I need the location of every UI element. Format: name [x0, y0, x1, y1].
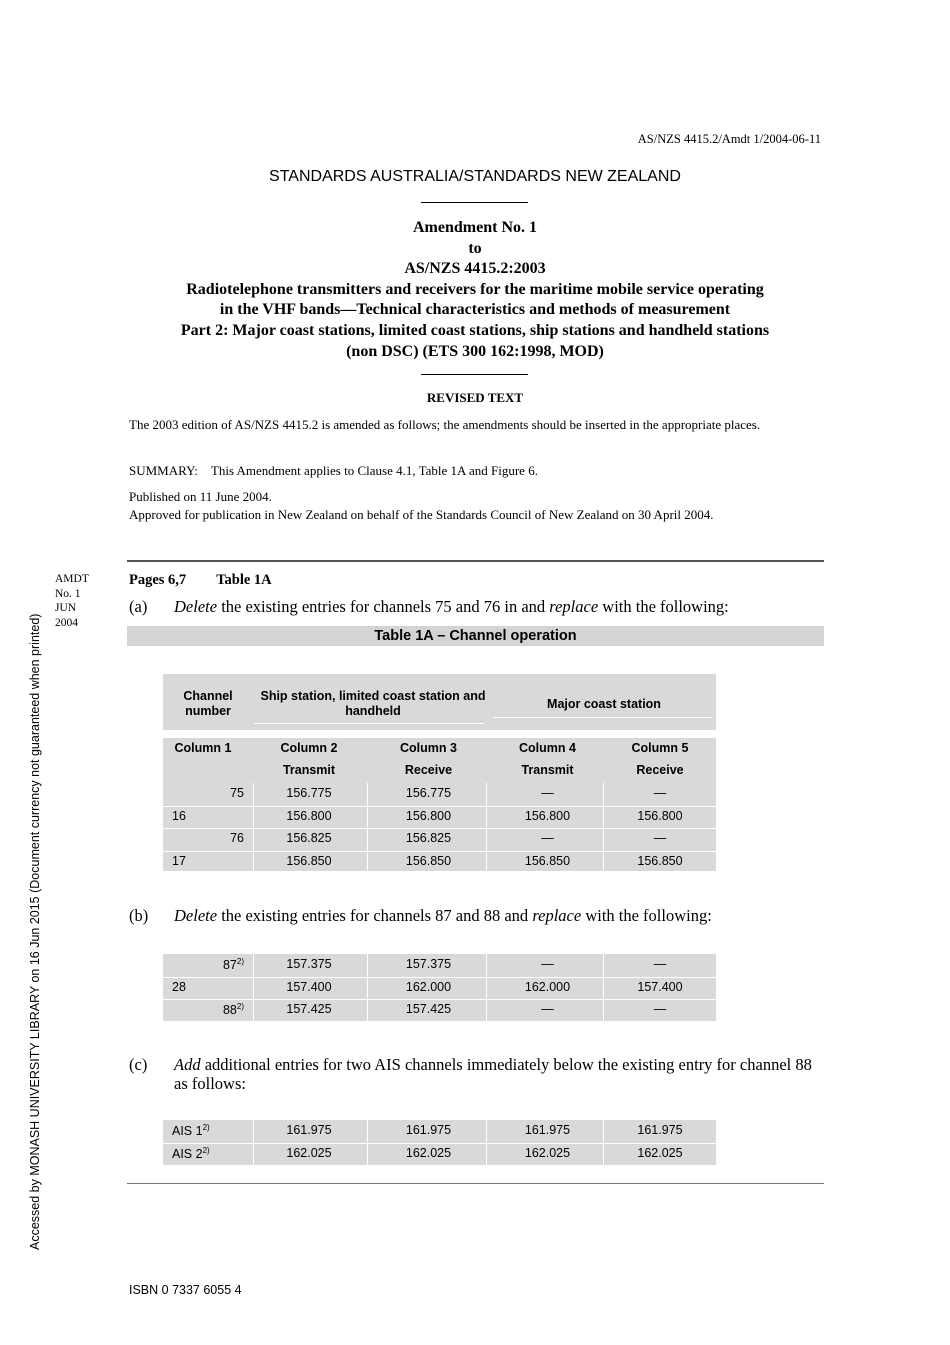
instruction-verb: Delete: [174, 906, 218, 925]
title-line: Part 2: Major coast stations, limited coast stations, ship stations and handheld stations: [180, 321, 770, 339]
published-date: Published on 11 June 2004.: [129, 489, 272, 504]
frequency-cell: 156.825: [286, 831, 332, 846]
frequency-cell: —: [653, 1002, 667, 1016]
frequency-cell: 156.800: [637, 808, 683, 823]
pages-label: Pages 6,7: [129, 572, 187, 588]
frequency-cell: 156.800: [524, 808, 571, 823]
summary-paragraph: SUMMARY: This Amendment applies to Clause 4.1, Table 1A and Figure 6.: [129, 463, 538, 478]
frequency-cell: —: [653, 786, 667, 800]
frequency-cell: 162.025: [405, 1145, 452, 1160]
table-label: Table 1A: [216, 572, 272, 588]
header-channel-number: Channel number: [183, 689, 233, 718]
frequency-cell: 162.025: [637, 1145, 683, 1160]
frequency-cell: —: [541, 786, 554, 800]
frequency-cell: —: [541, 957, 554, 971]
isbn: ISBN 0 7337 6055 4: [129, 1283, 242, 1297]
channel-number: 75: [230, 786, 244, 800]
revised-text-heading: REVISED TEXT: [426, 390, 524, 405]
row-divider: [163, 806, 716, 807]
channel-number: 76: [230, 831, 244, 846]
frequency-cell: 156.825: [405, 831, 452, 846]
column-divider: [367, 1120, 368, 1167]
footnote-marker: 2): [202, 1123, 210, 1132]
footnote-marker: 2): [202, 1145, 210, 1155]
instruction-label: (b): [129, 906, 149, 925]
channel-cell: [172, 1123, 252, 1138]
instruction-text: additional entries for two AIS channels immediately below the existing entry for channel 88 as follows:: [174, 1055, 812, 1093]
channel-number: 87: [222, 958, 237, 973]
frequency-cell: 161.975: [286, 1123, 332, 1137]
frequency-cell: 157.425: [405, 1002, 452, 1016]
title-line: Radiotelephone transmitters and receivers for the maritime mobile service operating: [186, 280, 764, 298]
header-column-5: Column 5: [631, 741, 689, 755]
frequency-cell: —: [653, 831, 667, 846]
title-line: Amendment No. 1: [413, 219, 537, 236]
footnote-marker: 2): [236, 957, 244, 966]
instruction-verb: replace: [532, 906, 582, 925]
channel-cell: [172, 809, 252, 823]
frequency-cell: 162.000: [524, 979, 571, 994]
instruction-label: (a): [129, 597, 148, 616]
intro-paragraph: The 2003 edition of AS/NZS 4415.2 is amended as follows; the amendments should be inserted in the appropriate places.: [129, 417, 761, 432]
instruction-text: with the following:: [598, 597, 729, 616]
frequency-cell: 162.025: [286, 1145, 332, 1160]
frequency-cell: 157.375: [405, 957, 452, 971]
title-line: AS/NZS 4415.2:2003: [404, 260, 546, 278]
margin-line: AMDT: [55, 573, 89, 585]
organisation-heading: STANDARDS AUSTRALIA/STANDARDS NEW ZEALAND: [269, 168, 681, 185]
frequency-cell: 161.975: [637, 1123, 683, 1137]
approval-statement: Approved for publication in New Zealand on behalf of the Standards Council of New Zealand on 30 April 2004.: [129, 507, 714, 522]
instruction-text: the existing entries for channels 75 and 76 in and: [217, 597, 550, 616]
frequency-cell: 156.800: [286, 808, 332, 823]
column-divider: [367, 783, 368, 876]
instruction-text: the existing entries for channels 87 and 88 and: [217, 906, 533, 925]
pages-reference: [129, 572, 272, 589]
instruction-text: with the following:: [581, 906, 712, 925]
frequency-cell: 157.400: [286, 979, 332, 994]
amendment-title: [120, 218, 830, 362]
channel-number: AIS 2: [172, 1146, 203, 1161]
channel-number: AIS 1: [172, 1124, 203, 1139]
frequency-cell: 161.975: [405, 1123, 452, 1137]
footer-divider: [127, 1183, 824, 1184]
channel-table-a: [163, 674, 716, 871]
frequency-cell: 156.850: [405, 854, 452, 869]
section-divider: [127, 560, 824, 562]
margin-line: 2004: [55, 616, 78, 629]
channel-cell: [163, 1002, 244, 1017]
channel-cell: [163, 957, 244, 972]
divider: [421, 202, 528, 203]
row-divider: [163, 1143, 716, 1144]
channel-cell: [163, 786, 244, 800]
instruction-verb: Add: [174, 1055, 201, 1074]
header-receive: Receive: [404, 763, 453, 777]
frequency-cell: 157.425: [286, 1002, 332, 1016]
frequency-cell: 157.400: [637, 979, 683, 994]
frequency-cell: 162.025: [524, 1145, 571, 1160]
frequency-cell: 162.000: [405, 979, 452, 994]
channel-number: 88: [222, 1003, 237, 1018]
row-divider: [163, 999, 716, 1000]
row-divider: [163, 851, 716, 852]
frequency-cell: 161.975: [524, 1123, 571, 1137]
title-line: to: [468, 239, 482, 257]
header-column-4: Column 4: [519, 741, 576, 755]
document-reference: AS/NZS 4415.2/Amdt 1/2004-06-11: [637, 132, 821, 146]
frequency-cell: 156.850: [637, 854, 683, 869]
amendment-margin-note: [55, 572, 89, 630]
header-column-2: Column 2: [280, 741, 338, 755]
channel-table-c: [163, 1120, 716, 1165]
header-transmit: Transmit: [282, 763, 336, 777]
instruction-verb: Delete: [174, 597, 218, 616]
frequency-cell: —: [541, 831, 554, 846]
channel-number: 16: [172, 808, 186, 823]
header-ship-station: Ship station, limited coast station and handheld: [260, 689, 486, 718]
frequency-cell: 156.775: [405, 786, 452, 800]
table-caption: Table 1A – Channel operation: [127, 626, 824, 646]
title-line: in the VHF bands—Technical characteristics and methods of measurement: [219, 301, 731, 319]
frequency-cell: 156.800: [405, 808, 452, 823]
margin-line: JUN: [55, 602, 77, 614]
footnote-marker: 2): [236, 1002, 244, 1011]
row-divider: [163, 828, 716, 829]
frequency-cell: 156.850: [524, 854, 571, 869]
column-divider: [367, 954, 368, 1024]
instruction-label: (c): [129, 1055, 148, 1074]
channel-cell: [163, 831, 244, 845]
frequency-cell: —: [653, 957, 667, 971]
frequency-cell: 156.775: [286, 786, 332, 800]
channel-cell: [172, 980, 252, 994]
instruction-verb: replace: [549, 597, 599, 616]
channel-cell: [172, 1146, 252, 1161]
header-column-3: Column 3: [400, 741, 457, 755]
title-line: (non DSC) (ETS 300 162:1998, MOD): [346, 342, 604, 360]
channel-number: 28: [172, 979, 186, 994]
margin-line: No. 1: [55, 587, 81, 600]
frequency-cell: 157.375: [286, 957, 332, 971]
header-receive: Receive: [636, 763, 684, 777]
channel-number: 17: [172, 854, 186, 869]
header-transmit: Transmit: [521, 763, 574, 777]
channel-cell: [172, 854, 252, 868]
frequency-cell: 156.850: [286, 854, 332, 869]
access-note: Accessed by MONASH UNIVERSITY LIBRARY on 16 Jun 2015 (Document currency not guaranteed when printed): [28, 613, 42, 1250]
header-major-coast-station: Major coast station: [547, 697, 661, 711]
header-column-1: Column 1: [174, 741, 232, 755]
row-divider: [163, 977, 716, 978]
frequency-cell: —: [541, 1002, 554, 1016]
channel-table-b: [163, 954, 716, 1021]
divider: [421, 374, 528, 375]
